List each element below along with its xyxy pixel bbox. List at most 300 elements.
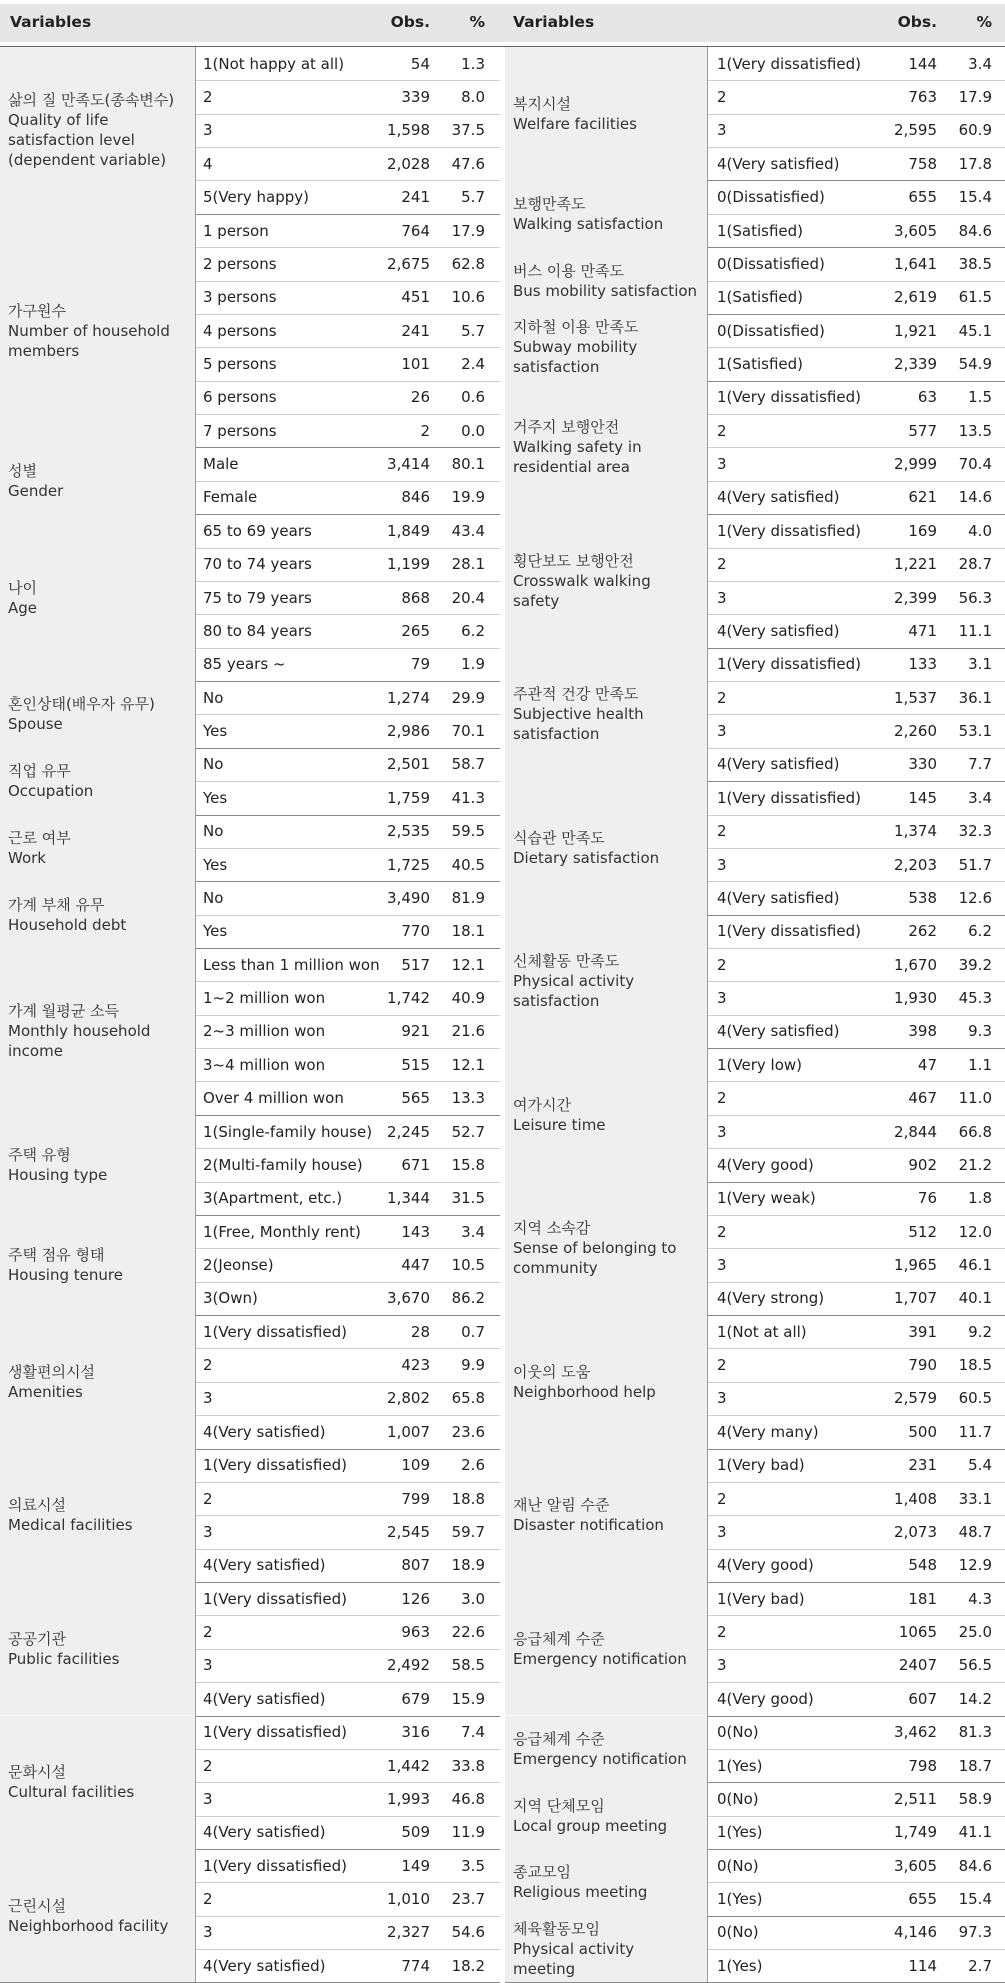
- header-variables-right: Variables: [513, 13, 595, 31]
- category-cell: 1(Satisfied): [717, 221, 804, 240]
- obs-cell: 2,595: [894, 121, 937, 140]
- category-cell: 4(Very satisfied): [717, 154, 840, 173]
- pct-cell: 9.3: [968, 1022, 992, 1041]
- category-cell: 2: [717, 822, 727, 841]
- category-cell: 3~4 million won: [203, 1055, 326, 1074]
- category-cell: 1(Very dissatisfied): [717, 388, 861, 407]
- obs-cell: 902: [908, 1155, 937, 1174]
- category-cell: 2: [717, 688, 727, 707]
- obs-cell: 26: [410, 388, 430, 407]
- pct-cell: 7.7: [968, 755, 992, 774]
- row-divider: [195, 614, 500, 615]
- pct-cell: 65.8: [451, 1389, 485, 1408]
- pct-cell: 28.7: [958, 555, 992, 574]
- row-divider: [195, 314, 500, 315]
- pct-cell: 12.6: [958, 888, 992, 907]
- row-divider: [195, 481, 500, 482]
- group-label-english: Housing tenure: [8, 1265, 123, 1284]
- row-divider: [195, 1749, 500, 1750]
- pct-cell: 9.9: [461, 1356, 485, 1375]
- obs-cell: 1,344: [387, 1189, 430, 1208]
- category-cell: 1 person: [203, 221, 269, 240]
- row-divider: [707, 1649, 1005, 1650]
- right-group-label: [505, 47, 707, 180]
- category-cell: 1(Yes): [717, 1823, 763, 1842]
- row-divider: [707, 1348, 1005, 1349]
- obs-cell: 500: [908, 1422, 937, 1441]
- pct-cell: 18.7: [958, 1756, 992, 1775]
- pct-cell: 40.5: [451, 855, 485, 874]
- obs-cell: 28: [410, 1322, 430, 1341]
- obs-cell: 1,010: [387, 1890, 430, 1909]
- row-divider: [707, 447, 1005, 448]
- right-group-label: [505, 1315, 707, 1448]
- group-label-korean: 혼인상태(배우자 유무): [8, 695, 155, 714]
- row-divider: [195, 1515, 500, 1516]
- obs-cell: 1065: [898, 1623, 937, 1642]
- category-cell: 3: [717, 1656, 727, 1675]
- category-cell: 3: [717, 1256, 727, 1274]
- obs-cell: 265: [401, 621, 430, 640]
- obs-cell: 1,993: [387, 1789, 430, 1808]
- header-obs-right: Obs.: [897, 13, 937, 31]
- row-divider: [707, 1949, 1005, 1950]
- row-divider: [195, 1482, 500, 1483]
- obs-cell: 109: [401, 1456, 430, 1475]
- row-divider: [195, 281, 500, 282]
- category-cell: 2: [203, 88, 213, 107]
- category-cell: 2(Multi-family house): [203, 1155, 363, 1174]
- obs-cell: 1,199: [387, 555, 430, 574]
- obs-cell: 316: [401, 1723, 430, 1742]
- group-label-korean: 문화시설: [8, 1763, 66, 1782]
- group-label-english: Spouse: [8, 715, 63, 734]
- pct-cell: 13.3: [451, 1089, 485, 1108]
- category-cell: 3: [717, 1389, 727, 1408]
- pct-cell: 41.1: [958, 1823, 992, 1842]
- row-divider: [195, 1081, 500, 1082]
- obs-cell: 1,374: [894, 822, 937, 841]
- left-group-label: [0, 1215, 195, 1315]
- obs-cell: 963: [401, 1623, 430, 1642]
- pct-cell: 0.0: [461, 421, 485, 440]
- group-label-korean: 거주지 보행안전: [513, 418, 620, 437]
- obs-cell: 1,725: [387, 855, 430, 874]
- obs-cell: 868: [401, 588, 430, 607]
- pct-cell: 45.1: [958, 321, 992, 340]
- left-group-label: [0, 447, 195, 514]
- pct-cell: 51.7: [958, 855, 992, 874]
- row-divider: [195, 1549, 500, 1550]
- category-cell: 4(Very satisfied): [717, 755, 840, 774]
- obs-cell: 451: [401, 288, 430, 307]
- row-divider: [195, 147, 500, 148]
- obs-cell: 471: [908, 621, 937, 640]
- category-cell: 3(Own): [203, 1289, 258, 1308]
- category-cell: 1(Satisfied): [717, 288, 804, 307]
- pct-cell: 70.1: [451, 722, 485, 741]
- category-cell: 4(Very satisfied): [203, 1556, 326, 1575]
- obs-cell: 1,442: [387, 1756, 430, 1775]
- obs-cell: 2,073: [894, 1522, 937, 1541]
- category-cell: 2: [717, 1356, 727, 1375]
- category-cell: 3: [717, 722, 727, 741]
- obs-cell: 391: [908, 1322, 937, 1341]
- pct-cell: 17.9: [958, 88, 992, 107]
- category-cell: 80 to 84 years: [203, 621, 312, 640]
- pct-cell: 21.2: [958, 1155, 992, 1174]
- row-divider: [707, 80, 1005, 81]
- pct-cell: 18.2: [451, 1956, 485, 1975]
- category-cell: No: [203, 755, 224, 774]
- category-cell: 2~3 million won: [203, 1022, 326, 1041]
- group-label-english: Sense of belonging to community: [513, 1239, 677, 1278]
- row-divider: [195, 714, 500, 715]
- category-cell: 3: [203, 1389, 213, 1408]
- category-cell: 3: [203, 121, 213, 140]
- pct-cell: 3.4: [968, 788, 992, 807]
- group-label-english: Physical activity meeting: [513, 1940, 635, 1979]
- pct-cell: 17.8: [958, 154, 992, 173]
- obs-cell: 764: [401, 221, 430, 240]
- category-cell: 3(Apartment, etc.): [203, 1189, 343, 1208]
- obs-cell: 655: [908, 188, 937, 207]
- pct-cell: 86.2: [451, 1289, 485, 1308]
- pct-cell: 8.0: [461, 88, 485, 107]
- obs-cell: 790: [908, 1356, 937, 1375]
- obs-cell: 517: [401, 955, 430, 974]
- left-group-label: [0, 1716, 195, 1849]
- pct-cell: 33.8: [451, 1756, 485, 1775]
- pct-cell: 3.4: [968, 54, 992, 73]
- pct-cell: 39.2: [958, 955, 992, 974]
- group-label-korean: 체육활동모임: [513, 1920, 600, 1939]
- group-label-english: Crosswalk walking safety: [513, 571, 651, 610]
- obs-cell: 330: [908, 755, 937, 774]
- group-label-english: Number of household members: [8, 321, 170, 360]
- obs-cell: 607: [908, 1689, 937, 1708]
- category-cell: 0(No): [717, 1923, 759, 1942]
- pct-cell: 54.9: [958, 355, 992, 373]
- row-divider: [707, 1415, 1005, 1416]
- row-divider: [195, 1015, 500, 1016]
- left-group-label: [0, 47, 195, 214]
- category-cell: 4(Very good): [717, 1556, 814, 1575]
- row-divider: [195, 781, 500, 782]
- pct-cell: 70.4: [958, 455, 992, 474]
- pct-cell: 62.8: [451, 254, 485, 273]
- obs-cell: 126: [401, 1589, 430, 1608]
- row-divider: [195, 1048, 500, 1049]
- group-label-english: Neighborhood facility: [8, 1916, 169, 1935]
- group-label-korean: 신체활동 만족도: [513, 952, 620, 971]
- obs-cell: 1,274: [387, 688, 430, 707]
- obs-cell: 339: [401, 88, 430, 107]
- pct-cell: 80.1: [451, 455, 485, 474]
- obs-cell: 846: [401, 488, 430, 507]
- pct-cell: 52.7: [451, 1122, 485, 1141]
- obs-cell: 1,598: [387, 121, 430, 140]
- obs-cell: 3,490: [387, 888, 430, 907]
- obs-cell: 2,339: [894, 355, 937, 373]
- group-label-english: Neighborhood help: [513, 1382, 656, 1401]
- category-cell: Yes: [203, 922, 228, 941]
- category-cell: Male: [203, 455, 239, 474]
- group-label-english: Leisure time: [513, 1115, 606, 1134]
- group-label-korean: 보행만족도: [513, 194, 586, 213]
- obs-cell: 1,641: [894, 254, 937, 273]
- pct-cell: 15.4: [958, 188, 992, 207]
- right-group-label: [505, 1582, 707, 1715]
- group-label-korean: 근로 여부: [8, 828, 71, 847]
- group-label-korean: 가계 월평균 소득: [8, 1002, 119, 1021]
- left-group-label: [0, 514, 195, 681]
- category-cell: 0(Dissatisfied): [717, 254, 825, 273]
- row-divider: [195, 1916, 500, 1917]
- category-cell: 5(Very happy): [203, 188, 310, 207]
- row-divider: [195, 247, 500, 248]
- category-cell: 4(Very satisfied): [203, 1823, 326, 1842]
- group-column-rule: [195, 47, 196, 1982]
- group-label-english: Occupation: [8, 782, 94, 801]
- obs-cell: 548: [908, 1556, 937, 1575]
- row-divider: [707, 1515, 1005, 1516]
- obs-cell: 241: [401, 188, 430, 207]
- pct-cell: 45.3: [958, 989, 992, 1008]
- group-label-korean: 직업 유무: [8, 762, 71, 781]
- obs-cell: 2: [420, 421, 430, 440]
- category-cell: 65 to 69 years: [203, 521, 312, 540]
- pct-cell: 20.4: [451, 588, 485, 607]
- category-cell: 70 to 74 years: [203, 555, 312, 574]
- obs-cell: 47: [917, 1055, 937, 1074]
- row-divider: [707, 614, 1005, 615]
- row-divider: [707, 1248, 1005, 1249]
- category-cell: 2: [717, 88, 727, 107]
- row-divider: [195, 1415, 500, 1416]
- category-cell: 2: [717, 555, 727, 574]
- pct-cell: 11.7: [958, 1422, 992, 1441]
- category-cell: No: [203, 688, 224, 707]
- category-cell: 0(Dissatisfied): [717, 321, 825, 340]
- obs-cell: 621: [908, 488, 937, 507]
- obs-cell: 758: [908, 154, 937, 173]
- category-cell: 2: [203, 1623, 213, 1642]
- pct-cell: 43.4: [451, 521, 485, 540]
- left-group-label: [0, 214, 195, 448]
- pct-cell: 25.0: [958, 1623, 992, 1642]
- pct-cell: 97.3: [958, 1923, 992, 1942]
- group-label-korean: 지역 소속감: [513, 1219, 591, 1238]
- category-cell: 1(Very dissatisfied): [717, 54, 861, 73]
- pct-cell: 11.1: [958, 621, 992, 640]
- category-cell: 1(Very dissatisfied): [717, 521, 861, 540]
- right-group-label: [505, 781, 707, 914]
- row-divider: [195, 981, 500, 982]
- pct-cell: 0.6: [461, 388, 485, 407]
- pct-cell: 0.7: [461, 1322, 485, 1341]
- group-label-english: Gender: [8, 481, 64, 500]
- obs-cell: 3,670: [387, 1289, 430, 1308]
- category-cell: 2(Jeonse): [203, 1256, 274, 1274]
- category-cell: 4(Very satisfied): [717, 1022, 840, 1041]
- pct-cell: 5.4: [968, 1456, 992, 1475]
- left-group-label: [0, 1449, 195, 1582]
- pct-cell: 18.9: [451, 1556, 485, 1575]
- category-cell: 4(Very good): [717, 1155, 814, 1174]
- category-cell: No: [203, 822, 224, 841]
- row-divider: [707, 948, 1005, 949]
- obs-cell: 1,930: [894, 989, 937, 1008]
- group-label-english: Emergency notification: [513, 1649, 687, 1668]
- category-cell: 1(Very dissatisfied): [203, 1589, 347, 1608]
- category-cell: 1(Not happy at all): [203, 54, 345, 73]
- obs-cell: 79: [410, 655, 430, 674]
- row-divider: [195, 1615, 500, 1616]
- right-group-label: [505, 1849, 707, 1916]
- pct-cell: 3.4: [461, 1222, 485, 1241]
- category-cell: Yes: [203, 788, 228, 807]
- category-cell: 3: [717, 1122, 727, 1141]
- pct-cell: 17.9: [451, 221, 485, 240]
- category-cell: 4: [203, 154, 213, 173]
- row-divider: [195, 1782, 500, 1783]
- pct-cell: 38.5: [958, 254, 992, 273]
- obs-cell: 181: [908, 1589, 937, 1608]
- pct-cell: 7.4: [461, 1723, 485, 1742]
- left-group-label: [0, 1115, 195, 1215]
- category-cell: 2: [717, 1222, 727, 1241]
- category-cell: 3: [717, 588, 727, 607]
- category-cell: 1(Satisfied): [717, 355, 804, 373]
- obs-cell: 2,511: [894, 1789, 937, 1808]
- group-label-english: Medical facilities: [8, 1516, 133, 1535]
- row-divider: [195, 1949, 500, 1950]
- row-divider: [195, 1148, 500, 1149]
- row-divider: [195, 848, 500, 849]
- category-cell: 7 persons: [203, 421, 277, 440]
- right-group-label: [505, 1782, 707, 1849]
- left-group-label: [0, 948, 195, 1115]
- pct-cell: 12.1: [451, 955, 485, 974]
- obs-cell: 2,260: [894, 722, 937, 741]
- category-cell: 75 to 79 years: [203, 588, 312, 607]
- row-divider: [195, 414, 500, 415]
- pct-cell: 60.9: [958, 121, 992, 140]
- row-divider: [707, 1382, 1005, 1383]
- group-label-english: Physical activity satisfaction: [513, 972, 635, 1011]
- obs-cell: 655: [908, 1890, 937, 1909]
- row-divider: [195, 1382, 500, 1383]
- pct-cell: 41.3: [451, 788, 485, 807]
- obs-cell: 2,619: [894, 288, 937, 307]
- group-label-korean: 성별: [8, 461, 37, 480]
- right-group-label: [505, 514, 707, 647]
- category-cell: 1(Very dissatisfied): [717, 655, 861, 674]
- row-divider: [195, 1248, 500, 1249]
- obs-cell: 774: [401, 1956, 430, 1975]
- category-cell: 1(Very dissatisfied): [203, 1856, 347, 1875]
- group-label-english: Walking satisfaction: [513, 214, 664, 233]
- category-cell: 6 persons: [203, 388, 277, 407]
- obs-cell: 798: [908, 1756, 937, 1775]
- obs-cell: 770: [401, 922, 430, 941]
- pct-cell: 2.4: [461, 355, 485, 373]
- row-divider: [195, 180, 500, 181]
- obs-cell: 2407: [898, 1656, 937, 1675]
- group-label-korean: 버스 이용 만족도: [513, 261, 624, 280]
- pct-cell: 53.1: [958, 722, 992, 741]
- pct-cell: 81.9: [451, 888, 485, 907]
- row-divider: [195, 1882, 500, 1883]
- header-obs-left: Obs.: [390, 13, 430, 31]
- category-cell: 1(Very bad): [717, 1456, 805, 1475]
- row-divider: [707, 1882, 1005, 1883]
- group-label-korean: 의료시설: [8, 1496, 66, 1515]
- group-label-english: Monthly household income: [8, 1022, 151, 1061]
- pct-cell: 21.6: [451, 1022, 485, 1041]
- obs-cell: 145: [908, 788, 937, 807]
- obs-cell: 671: [401, 1155, 430, 1174]
- group-label-english: Public facilities: [8, 1649, 120, 1668]
- category-cell: 4(Very satisfied): [203, 1956, 326, 1975]
- row-divider: [707, 1015, 1005, 1016]
- pct-cell: 18.1: [451, 922, 485, 941]
- left-group-label: [0, 1582, 195, 1715]
- pct-cell: 36.1: [958, 688, 992, 707]
- row-divider: [707, 848, 1005, 849]
- obs-cell: 1,849: [387, 521, 430, 540]
- row-divider: [707, 114, 1005, 115]
- obs-cell: 1,408: [894, 1489, 937, 1508]
- group-label-english: Local group meeting: [513, 1816, 668, 1835]
- category-cell: 2: [203, 1756, 213, 1775]
- row-divider: [707, 1282, 1005, 1283]
- header-bottom-rule: [0, 46, 1005, 47]
- category-cell: No: [203, 888, 224, 907]
- pct-cell: 12.1: [451, 1055, 485, 1074]
- group-label-english: Cultural facilities: [8, 1783, 135, 1802]
- left-group-label: [0, 1315, 195, 1448]
- pct-cell: 11.9: [451, 1823, 485, 1842]
- right-group-label: [505, 648, 707, 781]
- left-group-label: [0, 881, 195, 948]
- obs-cell: 398: [908, 1022, 937, 1041]
- category-cell: 1~2 million won: [203, 989, 326, 1008]
- obs-cell: 2,492: [387, 1656, 430, 1675]
- pct-cell: 84.6: [958, 1856, 992, 1875]
- obs-cell: 515: [401, 1055, 430, 1074]
- obs-cell: 101: [401, 355, 430, 373]
- pct-cell: 14.2: [958, 1689, 992, 1708]
- row-divider: [707, 881, 1005, 882]
- group-label-korean: 주택 점유 형태: [8, 1245, 105, 1264]
- pct-cell: 1.1: [968, 1055, 992, 1074]
- row-divider: [707, 1682, 1005, 1683]
- category-cell: 3: [717, 855, 727, 874]
- category-cell: 2: [203, 1890, 213, 1909]
- row-divider: [195, 1816, 500, 1817]
- pct-cell: 18.5: [958, 1356, 992, 1375]
- obs-cell: 143: [401, 1222, 430, 1241]
- obs-cell: 1,007: [387, 1422, 430, 1441]
- category-cell: 0(No): [717, 1789, 759, 1808]
- right-group-label: [505, 1182, 707, 1315]
- right-group-label: [505, 1716, 707, 1783]
- category-cell: 85 years ~: [203, 655, 286, 674]
- row-divider: [707, 1749, 1005, 1750]
- obs-cell: 2,399: [894, 588, 937, 607]
